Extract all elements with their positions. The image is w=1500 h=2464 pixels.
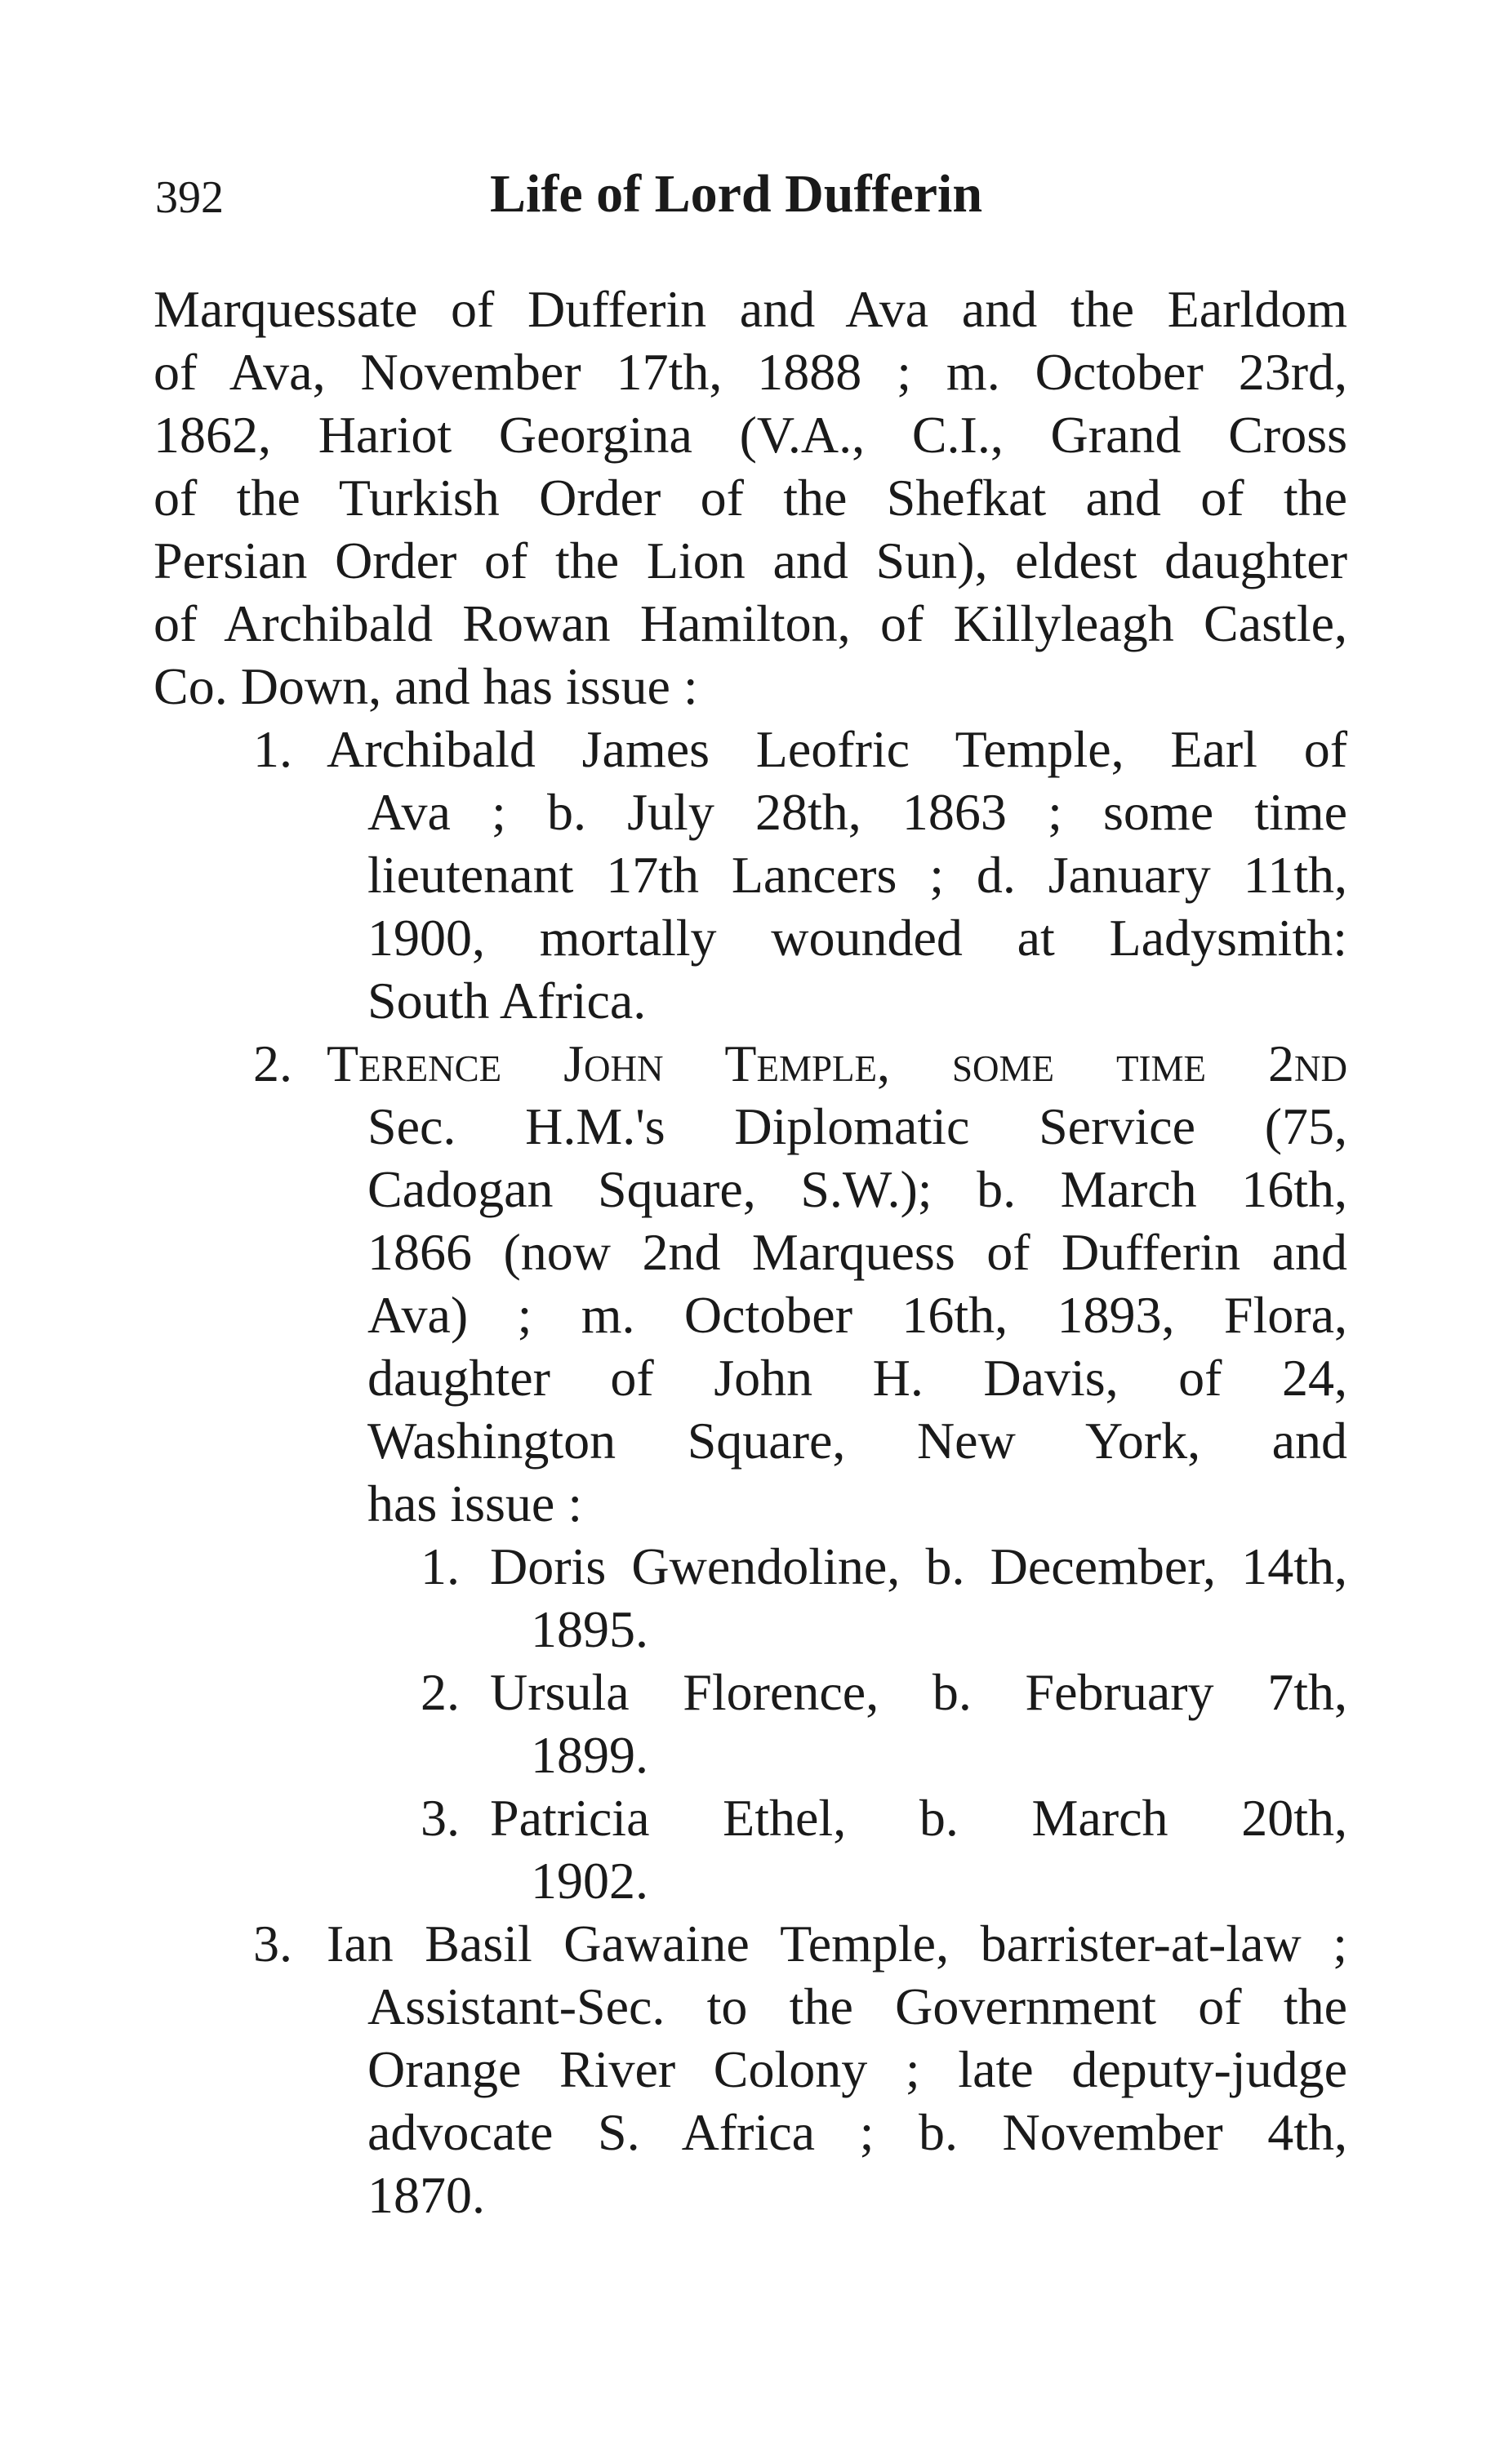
list-item-line: advocate S. Africa ; b. November 4th, <box>367 2103 1347 2161</box>
list-item-line: Ava) ; m. October 16th, 1893, Flora, <box>367 1286 1347 1344</box>
list-item-line: 1900, mortally wounded at Ladysmith: <box>367 909 1347 967</box>
sublist-item-line: Patricia Ethel, b. March 20th, <box>490 1789 1347 1847</box>
list-item-line: lieutenant 17th Lancers ; d. January 11th, <box>367 846 1347 904</box>
sublist-item-line: 1902. <box>531 1852 648 1910</box>
list-item-line: Sec. H.M.'s Diplomatic Service (75, <box>367 1097 1347 1155</box>
list-item-line: Orange River Colony ; late deputy-judge <box>367 2040 1347 2098</box>
sublist-item-line: 1895. <box>531 1600 648 1658</box>
list-item-line: Washington Square, New York, and <box>367 1412 1347 1470</box>
running-title: Life of Lord Dufferin <box>490 164 983 224</box>
paragraph-line: of Archibald Rowan Hamilton, of Killyleagh Castle, <box>154 594 1347 652</box>
list-item-line: Assistant-Sec. to the Government of the <box>367 1977 1347 2035</box>
list-number: 1. <box>253 720 292 778</box>
paragraph-line: of Ava, November 17th, 1888 ; m. October 23rd, <box>154 343 1347 401</box>
sublist-number: 3. <box>421 1789 460 1847</box>
list-number: 2. <box>253 1034 292 1092</box>
paragraph-line: Persian Order of the Lion and Sun), eldest daughter <box>154 531 1347 589</box>
list-item-line: Terence John Temple, some time 2nd <box>327 1034 1347 1092</box>
list-item-line: 1866 (now 2nd Marquess of Dufferin and <box>367 1223 1347 1281</box>
paragraph-line: 1862, Hariot Georgina (V.A., C.I., Grand Cross <box>154 406 1347 464</box>
paragraph-line: Marquessate of Dufferin and Ava and the Earldom <box>154 280 1347 338</box>
list-item-line: South Africa. <box>367 972 647 1030</box>
sublist-item-line: 1899. <box>531 1726 648 1784</box>
page-number: 392 <box>155 172 224 223</box>
sublist-number: 2. <box>421 1663 460 1721</box>
sublist-item-line: Ursula Florence, b. February 7th, <box>490 1663 1347 1721</box>
list-item-line: has issue : <box>367 1474 583 1532</box>
list-item-line: daughter of John H. Davis, of 24, <box>367 1349 1347 1407</box>
list-item-line: Ava ; b. July 28th, 1863 ; some time <box>367 783 1347 841</box>
page-header <box>155 163 1347 237</box>
sublist-number: 1. <box>421 1537 460 1595</box>
list-item-line: Cadogan Square, S.W.); b. March 16th, <box>367 1160 1347 1218</box>
list-item-line: Ian Basil Gawaine Temple, barrister-at-law ; <box>327 1915 1347 1973</box>
sublist-item-line: Doris Gwendoline, b. December, 14th, <box>490 1537 1347 1595</box>
paragraph-line: Co. Down, and has issue : <box>154 657 698 715</box>
list-item-line: 1870. <box>367 2166 485 2224</box>
list-item-line: Archibald James Leofric Temple, Earl of <box>327 720 1347 778</box>
list-number: 3. <box>253 1915 292 1973</box>
paragraph-line: of the Turkish Order of the Shefkat and of the <box>154 469 1347 527</box>
